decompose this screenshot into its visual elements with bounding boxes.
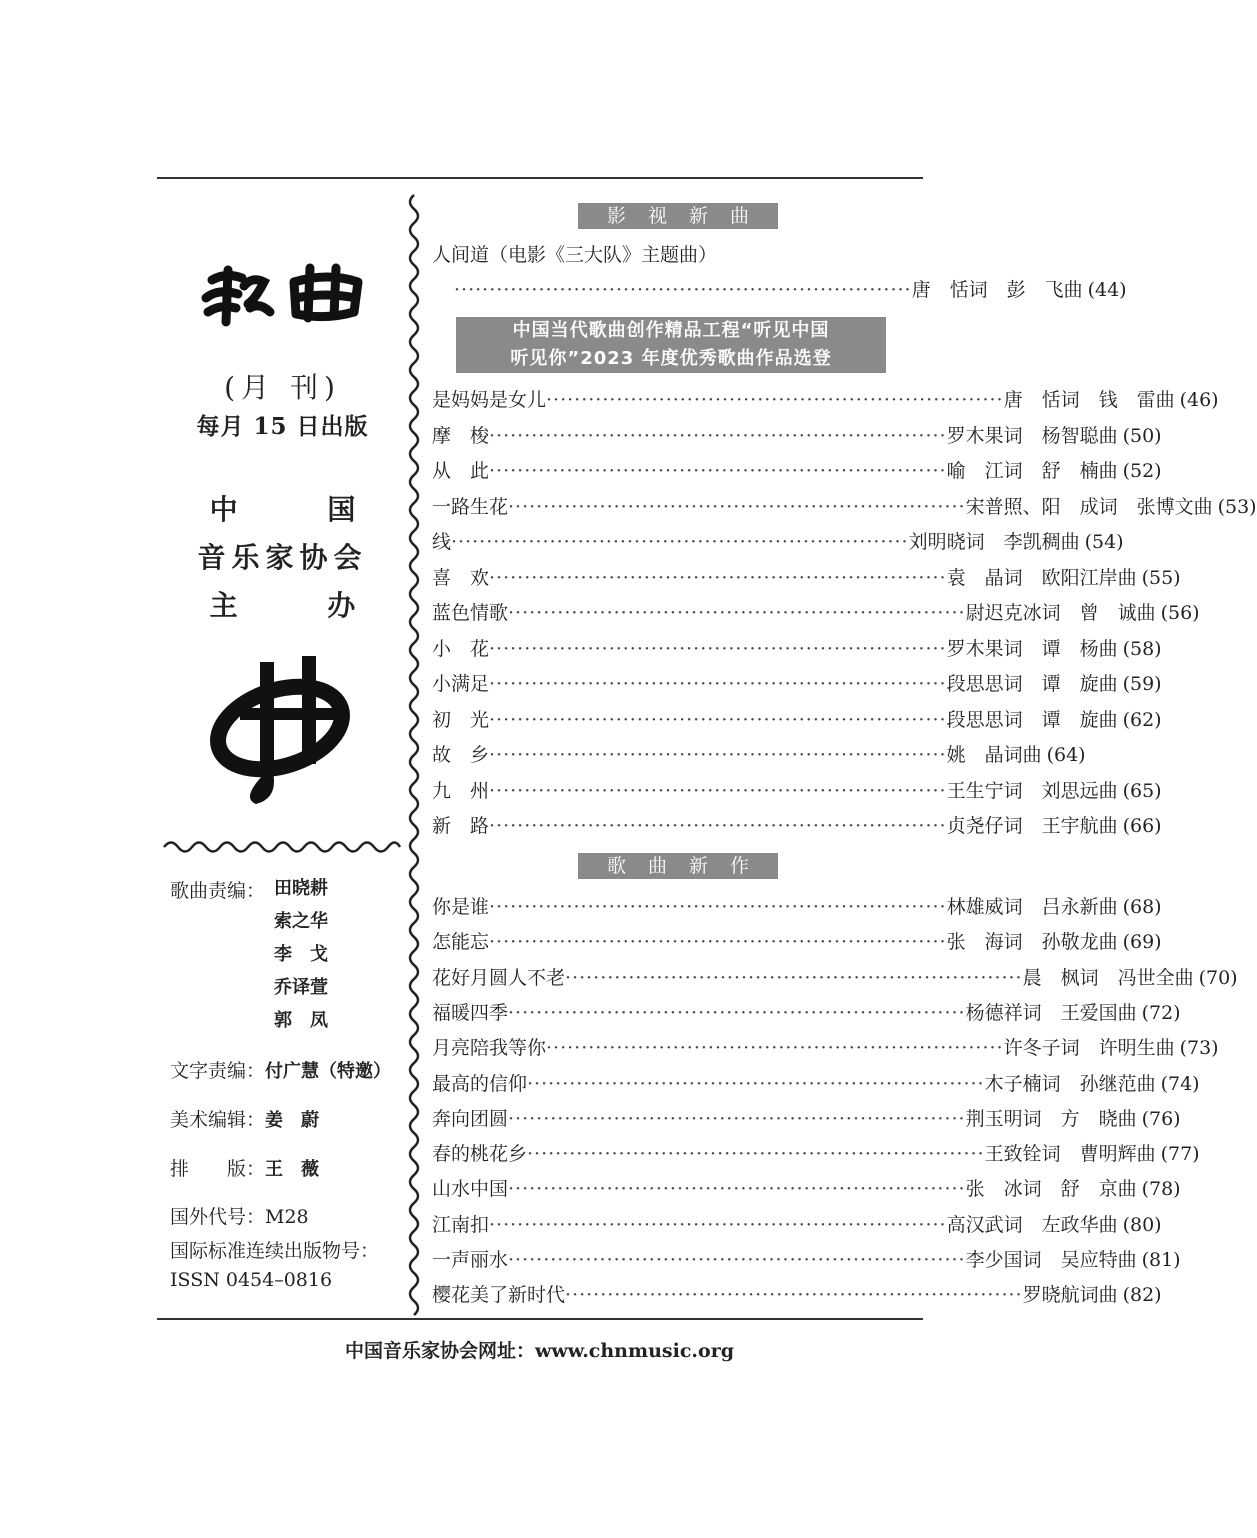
entry-credit: 罗木果词 杨智聪曲 <box>946 424 1118 447</box>
leader-dots: ································································· <box>489 673 947 695</box>
editor-name: 田晓耕 <box>274 878 328 899</box>
entry-credit: 喻 江词 舒 楠曲 <box>946 460 1118 482</box>
issn-number: ISSN 0454–0816 <box>170 1269 333 1291</box>
entry-title: 小满足 <box>432 673 490 695</box>
toc-entry[interactable] <box>432 740 1086 770</box>
leader-dots: ································································· <box>527 1072 985 1095</box>
toc-entry[interactable] <box>432 1069 1200 1099</box>
entry-title: 花好月圆人不老 <box>432 966 566 989</box>
toc-entry[interactable] <box>432 421 1162 451</box>
leader-dots: ································································· <box>489 815 947 837</box>
entry-credit: 罗木果词 谭 杨曲 <box>946 637 1118 660</box>
entry-title: 从 此 <box>432 460 490 482</box>
entry-title: 你是谁 <box>432 896 490 918</box>
toc-entry[interactable] <box>432 1210 1162 1240</box>
section-heading-excellent-works <box>456 317 886 373</box>
layout-label: 排 版： <box>170 1158 266 1180</box>
toc-entry[interactable] <box>432 811 1162 841</box>
entry-page: (82) <box>1122 1284 1162 1307</box>
entry-credit: 木子楠词 孙继范曲 <box>984 1072 1156 1095</box>
entry-title: 春的桃花乡 <box>432 1143 528 1166</box>
entry-title: 樱花美了新时代 <box>432 1284 566 1307</box>
leader-dots: ································································· <box>454 279 912 301</box>
entry-credit: 宋普照、阳 成词 张博文曲 <box>965 495 1213 518</box>
toc-entry[interactable] <box>432 598 1200 628</box>
art-editor-row <box>170 1105 319 1132</box>
organizer-line-1: 中 国 <box>209 493 396 526</box>
entry-credit: 晨 枫词 冯世全曲 <box>1022 966 1194 989</box>
leader-dots: ································································· <box>508 1107 966 1130</box>
entry-title: 新 路 <box>432 815 490 837</box>
wave-divider-horizontal <box>164 840 400 854</box>
leader-dots: ································································· <box>527 1143 985 1166</box>
toc-entry-title-only[interactable] <box>432 240 920 270</box>
entry-credit: 荆玉明词 方 晓曲 <box>965 1107 1137 1130</box>
entry-credit: 刘明晓词 李凯稠曲 <box>908 531 1080 553</box>
frequency-label: (月 刊) <box>224 371 341 404</box>
toc-entry[interactable] <box>432 998 1181 1028</box>
leader-dots: ································································· <box>489 744 947 766</box>
leader-dots: ································································· <box>546 389 1004 411</box>
leader-dots: ································································· <box>565 966 1023 989</box>
entry-credit: 高汉武词 左政华曲 <box>946 1213 1118 1236</box>
toc-entry[interactable] <box>432 527 1124 557</box>
music-emblem-icon <box>210 648 360 808</box>
song-editors-list <box>274 872 328 1037</box>
entry-page: (46) <box>1179 389 1219 411</box>
entry-credit: 杨德祥词 王爱国曲 <box>965 1001 1137 1024</box>
editor-name: 索之华 <box>274 911 328 932</box>
entry-page: (72) <box>1141 1001 1181 1024</box>
entry-title: 初 光 <box>432 708 490 731</box>
entry-credit: 王致铨词 曹明辉曲 <box>984 1143 1156 1166</box>
entry-title: 一路生花 <box>432 495 509 518</box>
entry-page: (80) <box>1122 1213 1162 1236</box>
text-editor-row <box>170 1056 391 1083</box>
editor-name: 乔译萱 <box>274 977 328 998</box>
entry-title: 蓝色情歌 <box>432 602 509 624</box>
entry-page: (77) <box>1160 1143 1200 1166</box>
leader-dots: ································································· <box>489 779 947 802</box>
entry-title: 人间道（电影《三大队》主题曲） <box>432 244 718 266</box>
entry-page: (52) <box>1122 460 1162 482</box>
entry-credit: 张 冰词 舒 京曲 <box>965 1178 1137 1201</box>
entry-title: 是妈妈是女儿 <box>432 389 547 411</box>
leader-dots: ································································· <box>489 460 947 482</box>
toc-entry[interactable] <box>432 669 1162 699</box>
leader-dots: ································································· <box>508 1001 966 1024</box>
leader-dots: ································································· <box>489 931 947 954</box>
entry-credit: 罗晓航词曲 <box>1022 1284 1118 1307</box>
entry-title: 奔向团圆 <box>432 1107 509 1130</box>
section-heading-film-songs: 影视新曲 <box>578 203 778 229</box>
entry-title: 一声丽水 <box>432 1249 509 1271</box>
leader-dots: ································································· <box>489 1213 947 1236</box>
leader-dots: ································································· <box>451 531 909 553</box>
entry-page: (68) <box>1122 896 1162 918</box>
entry-credit: 唐 恬词 彭 飞曲 <box>911 279 1083 301</box>
wave-divider-vertical <box>406 195 422 1310</box>
layout-name: 王 薇 <box>265 1159 320 1180</box>
entry-page: (50) <box>1122 424 1162 447</box>
leader-dots: ································································· <box>508 602 966 624</box>
toc-entry[interactable] <box>432 705 1162 735</box>
entry-page: (78) <box>1141 1178 1181 1201</box>
section-heading-line: 听见你”2023 年度优秀歌曲作品选登 <box>510 348 832 369</box>
layout-row <box>170 1154 319 1181</box>
toc-entry[interactable] <box>432 563 1181 593</box>
footer-label: 中国音乐家协会网址： <box>345 1340 536 1362</box>
toc-entry[interactable] <box>432 1139 1200 1169</box>
entry-title: 喜 欢 <box>432 566 490 589</box>
entry-title: 故 乡 <box>432 744 490 766</box>
editor-name: 李 戈 <box>274 944 328 965</box>
leader-dots: ································································· <box>508 1249 966 1271</box>
toc-entry[interactable] <box>432 492 1257 522</box>
art-editor-name: 姜 蔚 <box>265 1110 320 1131</box>
entry-page: (59) <box>1122 673 1162 695</box>
entry-credit: 林雄威词 吕永新曲 <box>946 896 1118 918</box>
entry-title: 摩 梭 <box>432 424 490 447</box>
toc-entry[interactable] <box>432 963 1238 993</box>
magazine-logo <box>198 258 368 328</box>
masthead-column <box>160 180 405 1316</box>
entry-credit: 姚 晶词曲 <box>946 744 1042 766</box>
entry-credit: 李少国词 吴应特曲 <box>965 1249 1137 1271</box>
entry-title: 山水中国 <box>432 1178 509 1201</box>
entry-credit: 段思思词 谭 旋曲 <box>946 673 1118 695</box>
entry-title: 最高的信仰 <box>432 1072 528 1095</box>
entry-credit: 张 海词 孙敬龙曲 <box>946 931 1118 954</box>
entry-page: (62) <box>1122 708 1162 731</box>
organizer-line-2: 音乐家协会 <box>197 541 368 574</box>
art-editor-label: 美术编辑： <box>170 1109 266 1131</box>
entry-title: 线 <box>432 531 452 553</box>
entry-title: 九 州 <box>432 779 490 802</box>
entry-credit: 袁 晶词 欧阳江岸曲 <box>946 566 1137 589</box>
toc-entry[interactable] <box>432 1280 1162 1310</box>
toc-entry[interactable] <box>432 1033 1219 1063</box>
leader-dots: ································································· <box>489 637 947 660</box>
entry-page: (65) <box>1122 779 1162 802</box>
footer-website <box>0 1336 1079 1363</box>
leader-dots: ································································· <box>489 424 947 447</box>
toc-entry[interactable] <box>454 275 1127 305</box>
footer-url[interactable]: www.chnmusic.org <box>535 1340 734 1362</box>
foreign-code: 国外代号：M28 <box>170 1206 309 1228</box>
entry-title: 怎能忘 <box>432 931 490 954</box>
toc-entry[interactable] <box>432 1174 1181 1204</box>
text-editor-label: 文字责编： <box>170 1060 266 1082</box>
entry-page: (74) <box>1160 1072 1200 1095</box>
toc-entry[interactable] <box>432 927 1162 957</box>
leader-dots: ································································· <box>508 495 966 518</box>
toc-entry[interactable] <box>432 385 1219 415</box>
entry-title: 江南扣 <box>432 1213 490 1236</box>
entry-title: 月亮陪我等你 <box>432 1037 547 1060</box>
editor-name: 郭 凤 <box>274 1010 328 1031</box>
entry-credit: 段思思词 谭 旋曲 <box>946 708 1118 731</box>
leader-dots: ································································· <box>489 708 947 731</box>
entry-page: (76) <box>1141 1107 1181 1130</box>
organizer-line-3: 主 办 <box>209 589 396 622</box>
entry-page: (53) <box>1217 495 1257 518</box>
entry-page: (58) <box>1122 637 1162 660</box>
entry-page: (55) <box>1141 566 1181 589</box>
entry-credit: 贞尧仔词 王宇航曲 <box>946 815 1118 837</box>
leader-dots: ································································· <box>508 1178 966 1201</box>
entry-page: (44) <box>1087 279 1127 301</box>
toc-entry[interactable] <box>432 892 1162 922</box>
entry-page: (81) <box>1141 1249 1181 1271</box>
bottom-rule <box>157 1318 923 1320</box>
issn-label: 国际标准连续出版物号： <box>170 1240 380 1262</box>
entry-title: 小 花 <box>432 637 490 660</box>
publication-date: 每月 15 日出版 <box>196 413 369 440</box>
entry-credit: 许冬子词 许明生曲 <box>1003 1037 1175 1060</box>
section-heading-new-songs: 歌曲新作 <box>578 853 778 879</box>
song-editors-label: 歌曲责编： <box>170 880 266 902</box>
entry-page: (69) <box>1122 931 1162 954</box>
top-rule <box>157 177 923 179</box>
entry-credit: 尉迟克冰词 曾 诚曲 <box>965 602 1156 624</box>
toc-entry[interactable] <box>432 776 1162 806</box>
entry-credit: 王生宁词 刘思远曲 <box>946 779 1118 802</box>
entry-credit: 唐 恬词 钱 雷曲 <box>1003 389 1175 411</box>
entry-page: (56) <box>1160 602 1200 624</box>
toc-entry[interactable] <box>432 456 1162 486</box>
leader-dots: ································································· <box>489 566 947 589</box>
entry-page: (70) <box>1198 966 1238 989</box>
toc-entry[interactable] <box>432 1245 1181 1275</box>
toc-entry[interactable] <box>432 634 1162 664</box>
entry-page: (73) <box>1179 1037 1219 1060</box>
entry-page: (54) <box>1084 531 1124 553</box>
leader-dots: ································································· <box>565 1284 1023 1307</box>
entry-page: (66) <box>1122 815 1162 837</box>
leader-dots: ································································· <box>489 896 947 918</box>
toc-entry[interactable] <box>432 1104 1181 1134</box>
section-heading-line: 中国当代歌曲创作精品工程“听见中国 <box>512 320 830 341</box>
entry-title: 福暖四季 <box>432 1001 509 1024</box>
leader-dots: ································································· <box>546 1037 1004 1060</box>
entry-page: (64) <box>1046 744 1086 766</box>
text-editor-name: 付广慧（特邀） <box>265 1061 392 1082</box>
